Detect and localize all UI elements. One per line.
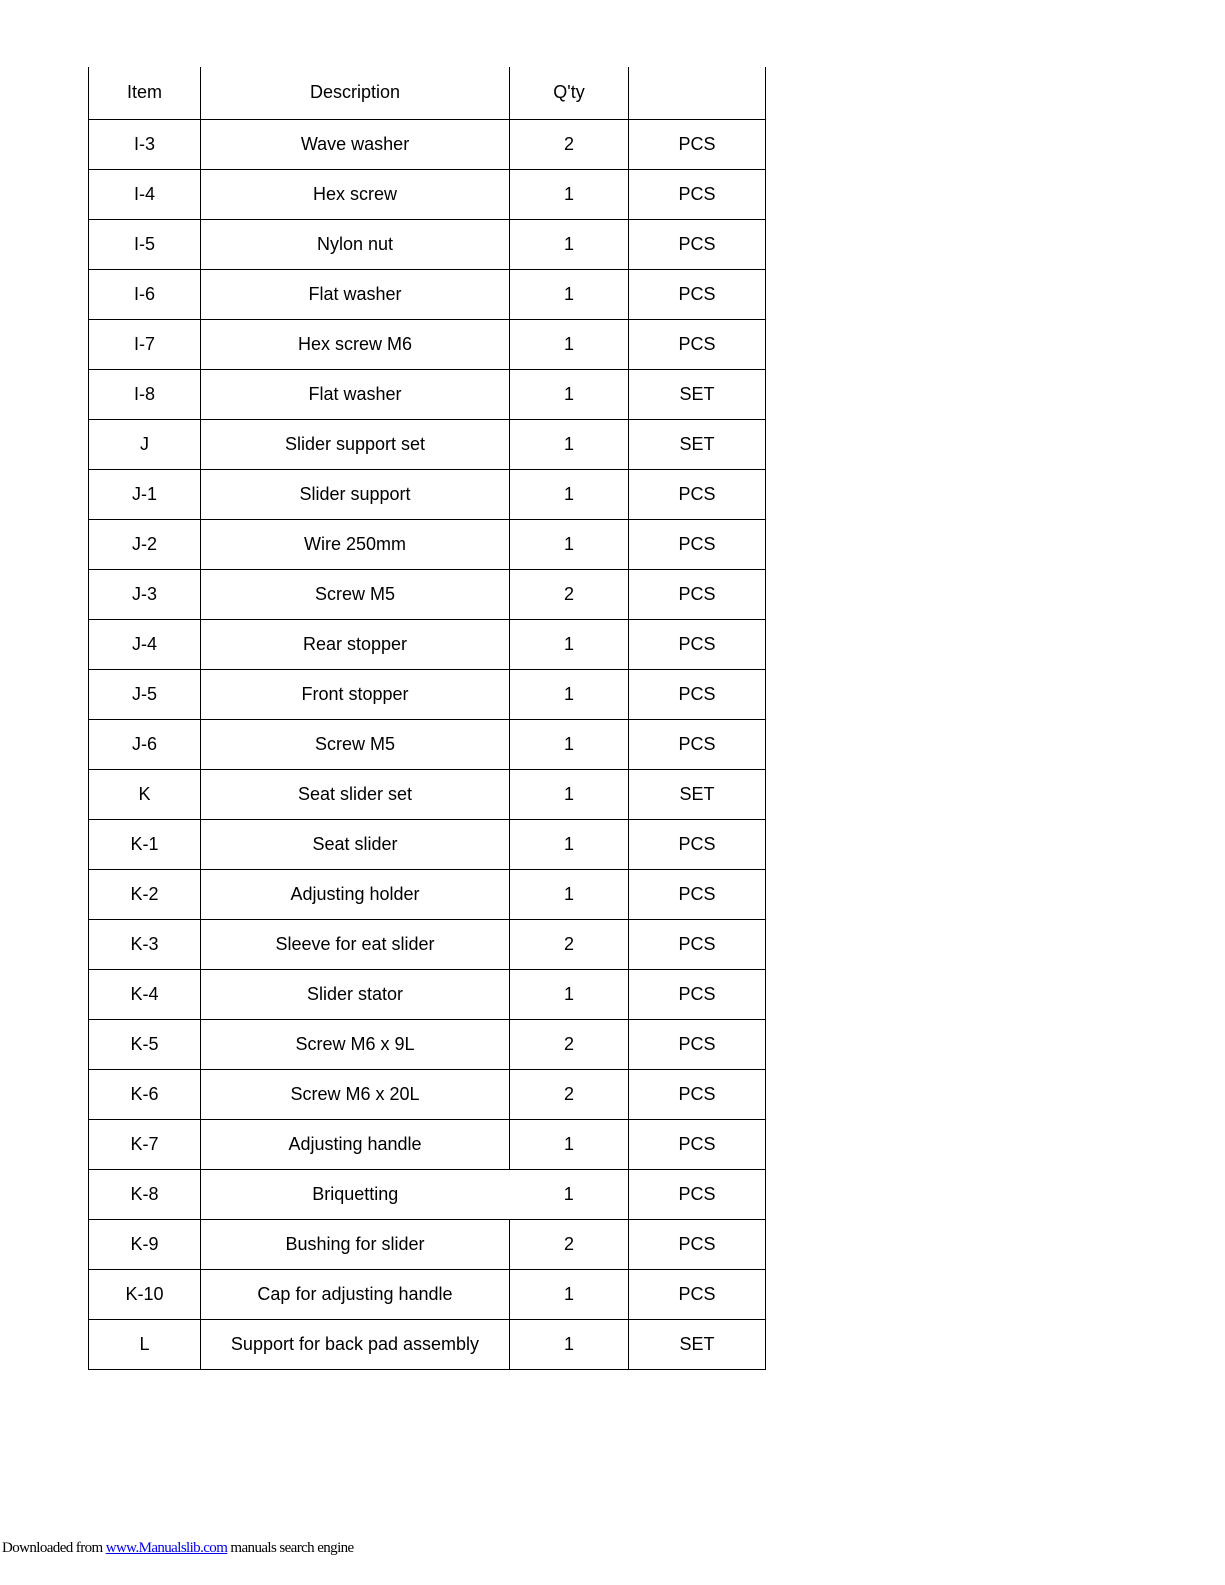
cell-unit: PCS (629, 219, 766, 269)
cell-description: Hex screw M6 (201, 319, 510, 369)
cell-unit: PCS (629, 119, 766, 169)
cell-qty: 1 (510, 1319, 629, 1369)
cell-description: Support for back pad assembly (201, 1319, 510, 1369)
cell-unit: SET (629, 419, 766, 469)
cell-item: I-8 (89, 369, 201, 419)
cell-qty: 2 (510, 1069, 629, 1119)
cell-item: J (89, 419, 201, 469)
cell-description: Sleeve for eat slider (201, 919, 510, 969)
cell-description: Slider support (201, 469, 510, 519)
cell-unit: PCS (629, 1169, 766, 1219)
table-row (89, 1019, 766, 1069)
cell-description: Flat washer (201, 369, 510, 419)
cell-qty: 1 (510, 1119, 629, 1169)
table-row (89, 719, 766, 769)
cell-qty: 1 (510, 219, 629, 269)
header-item: Item (89, 67, 201, 119)
table-row (89, 969, 766, 1019)
parts-table (88, 67, 766, 1370)
cell-qty: 1 (510, 369, 629, 419)
cell-item: K-7 (89, 1119, 201, 1169)
cell-qty: 1 (510, 669, 629, 719)
cell-description: Adjusting handle (201, 1119, 510, 1169)
cell-item: L (89, 1319, 201, 1369)
cell-qty: 1 (510, 519, 629, 569)
cell-unit: SET (629, 369, 766, 419)
cell-unit: PCS (629, 519, 766, 569)
cell-qty: 2 (510, 919, 629, 969)
table-row (89, 519, 766, 569)
cell-qty: 1 (510, 269, 629, 319)
cell-qty: 1 (510, 819, 629, 869)
cell-item: K-9 (89, 1219, 201, 1269)
header-qty: Q'ty (510, 67, 629, 119)
table-row (89, 1069, 766, 1119)
cell-description: Hex screw (201, 169, 510, 219)
cell-item: K (89, 769, 201, 819)
cell-qty: 2 (510, 569, 629, 619)
cell-unit: SET (629, 769, 766, 819)
cell-item: I-7 (89, 319, 201, 369)
cell-qty: 1 (510, 869, 629, 919)
cell-unit: PCS (629, 669, 766, 719)
cell-description: Nylon nut (201, 219, 510, 269)
table-row (89, 369, 766, 419)
cell-unit: PCS (629, 1219, 766, 1269)
cell-description: Seat slider (201, 819, 510, 869)
cell-description: Slider support set (201, 419, 510, 469)
header-description: Description (201, 67, 510, 119)
cell-description: Screw M6 x 9L (201, 1019, 510, 1069)
table-header (89, 67, 766, 119)
table-row (89, 1219, 766, 1269)
table-row (89, 219, 766, 269)
cell-unit: PCS (629, 969, 766, 1019)
cell-qty: 1 (510, 769, 629, 819)
cell-description: Briquetting (201, 1169, 510, 1219)
download-footer (2, 1540, 354, 1557)
cell-unit: PCS (629, 269, 766, 319)
cell-qty: 1 (510, 469, 629, 519)
header-row (89, 67, 766, 119)
manualslib-link[interactable]: www.Manualslib.com (105, 1540, 228, 1556)
cell-unit: PCS (629, 619, 766, 669)
cell-qty: 2 (510, 1219, 629, 1269)
cell-item: J-5 (89, 669, 201, 719)
table-row (89, 169, 766, 219)
table-row (89, 1119, 766, 1169)
table-body (89, 119, 766, 1369)
cell-unit: SET (629, 1319, 766, 1369)
cell-unit: PCS (629, 569, 766, 619)
cell-description: Slider stator (201, 969, 510, 1019)
cell-qty: 2 (510, 1019, 629, 1069)
cell-qty: 1 (510, 619, 629, 669)
cell-unit: PCS (629, 719, 766, 769)
cell-description: Front stopper (201, 669, 510, 719)
table-row (89, 469, 766, 519)
cell-unit: PCS (629, 1269, 766, 1319)
table-row (89, 769, 766, 819)
cell-item: J-1 (89, 469, 201, 519)
cell-unit: PCS (629, 1019, 766, 1069)
cell-item: K-10 (89, 1269, 201, 1319)
table-row (89, 819, 766, 869)
cell-item: K-5 (89, 1019, 201, 1069)
table-row (89, 1169, 766, 1219)
cell-unit: PCS (629, 819, 766, 869)
cell-description: Adjusting holder (201, 869, 510, 919)
footer-prefix: Downloaded from (2, 1540, 103, 1556)
cell-item: I-5 (89, 219, 201, 269)
cell-qty: 1 (510, 1269, 629, 1319)
cell-qty: 1 (510, 969, 629, 1019)
cell-qty: 1 (510, 169, 629, 219)
cell-description: Rear stopper (201, 619, 510, 669)
cell-item: J-4 (89, 619, 201, 669)
cell-description: Screw M5 (201, 719, 510, 769)
cell-unit: PCS (629, 869, 766, 919)
cell-item: J-6 (89, 719, 201, 769)
cell-item: I-6 (89, 269, 201, 319)
cell-item: K-4 (89, 969, 201, 1019)
cell-item: J-2 (89, 519, 201, 569)
cell-item: J-3 (89, 569, 201, 619)
cell-unit: PCS (629, 469, 766, 519)
table-row (89, 269, 766, 319)
cell-description: Seat slider set (201, 769, 510, 819)
cell-qty: 1 (510, 719, 629, 769)
cell-description: Cap for adjusting handle (201, 1269, 510, 1319)
table-row (89, 1269, 766, 1319)
cell-item: K-3 (89, 919, 201, 969)
table-row (89, 619, 766, 669)
cell-item: I-4 (89, 169, 201, 219)
cell-description: Screw M6 x 20L (201, 1069, 510, 1119)
table-row (89, 919, 766, 969)
header-unit (629, 67, 766, 119)
cell-item: K-6 (89, 1069, 201, 1119)
table-row (89, 319, 766, 369)
cell-unit: PCS (629, 169, 766, 219)
cell-item: I-3 (89, 119, 201, 169)
cell-qty: 1 (510, 1169, 629, 1219)
cell-unit: PCS (629, 1069, 766, 1119)
table-row (89, 669, 766, 719)
cell-qty: 1 (510, 319, 629, 369)
cell-unit: PCS (629, 319, 766, 369)
cell-item: K-1 (89, 819, 201, 869)
cell-unit: PCS (629, 919, 766, 969)
cell-description: Flat washer (201, 269, 510, 319)
table-row (89, 119, 766, 169)
cell-qty: 2 (510, 119, 629, 169)
table-row (89, 419, 766, 469)
cell-item: K-8 (89, 1169, 201, 1219)
table-row (89, 869, 766, 919)
cell-item: K-2 (89, 869, 201, 919)
cell-unit: PCS (629, 1119, 766, 1169)
table-row (89, 569, 766, 619)
table-row (89, 1319, 766, 1369)
cell-description: Wire 250mm (201, 519, 510, 569)
cell-description: Wave washer (201, 119, 510, 169)
cell-description: Screw M5 (201, 569, 510, 619)
cell-description: Bushing for slider (201, 1219, 510, 1269)
cell-qty: 1 (510, 419, 629, 469)
footer-suffix: manuals search engine (230, 1540, 354, 1556)
